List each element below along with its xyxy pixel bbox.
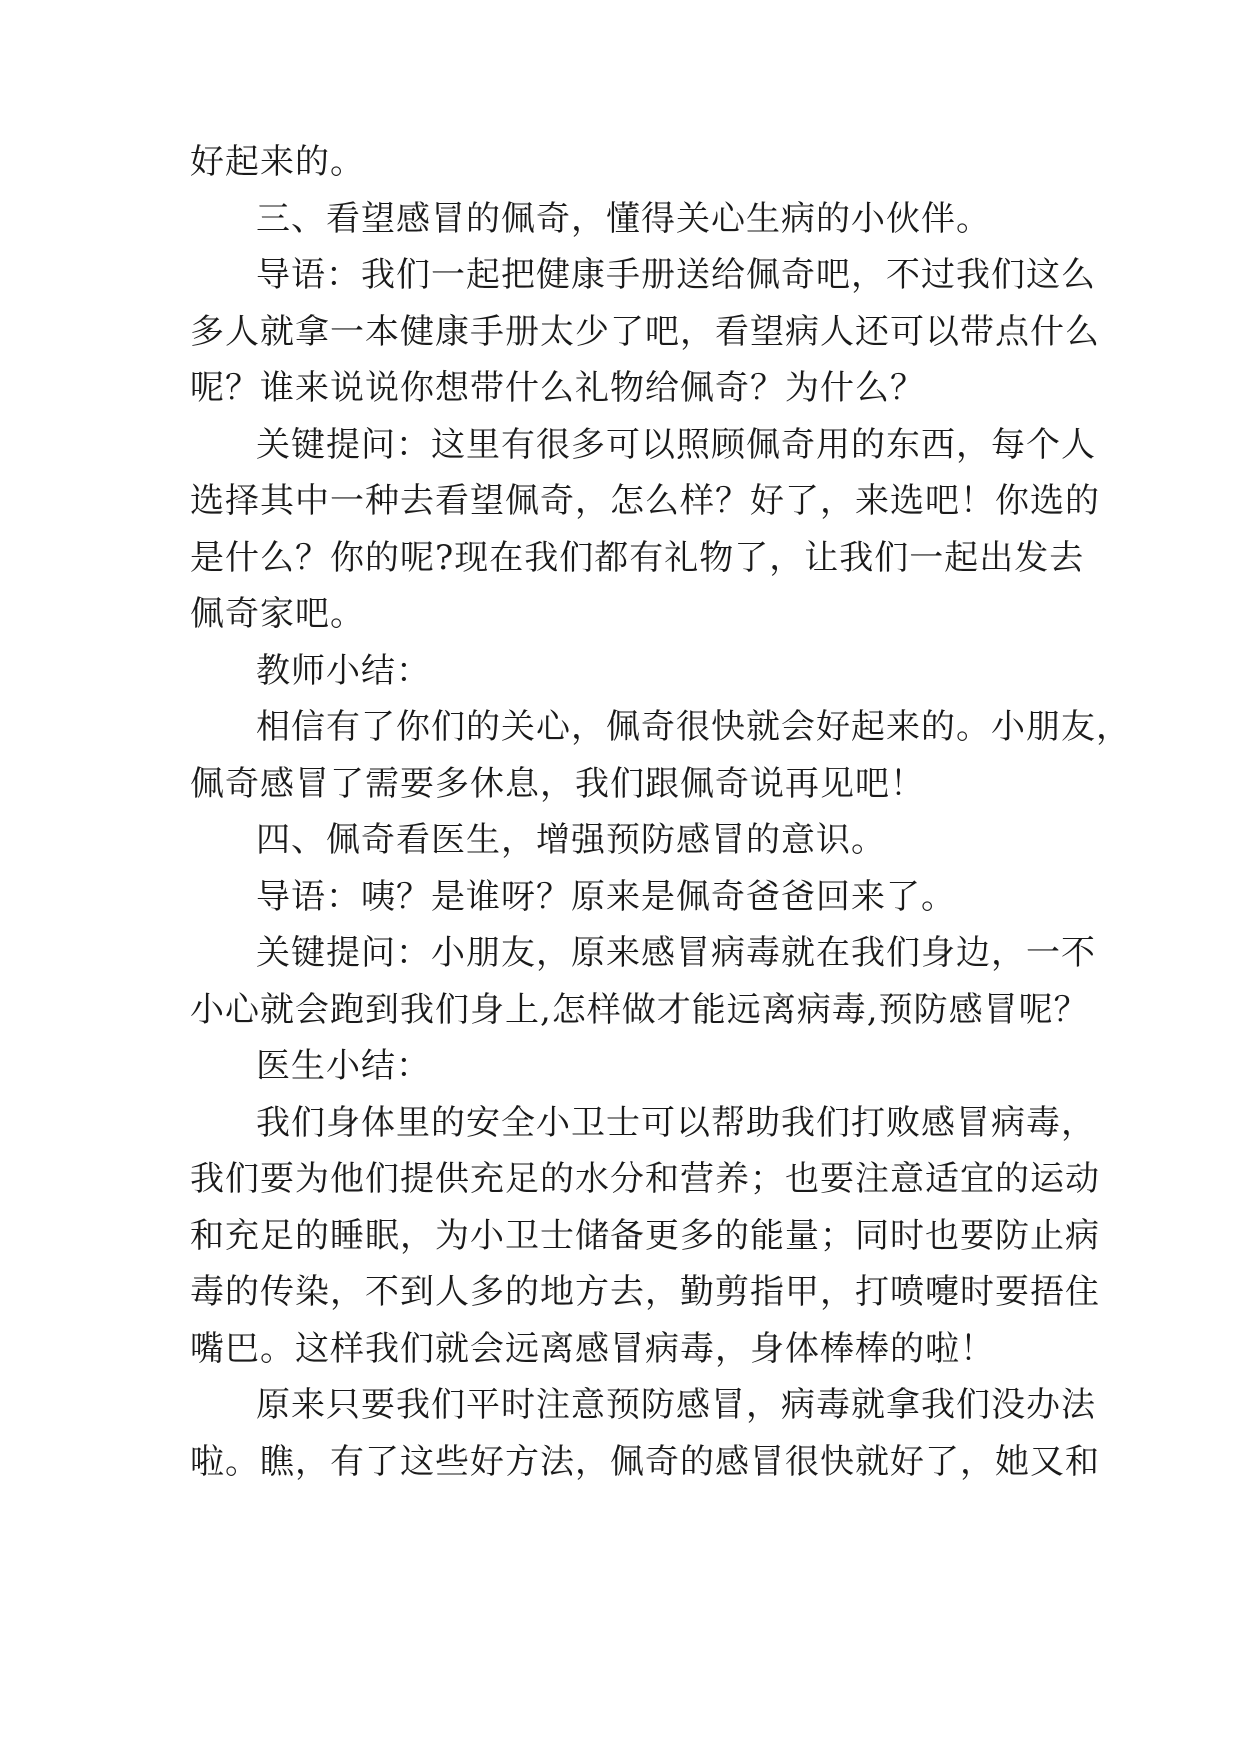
text-line: 多人就拿一本健康手册太少了吧，看望病人还可以带点什么 <box>190 312 1100 352</box>
text-line: 是什么？你的呢?现在我们都有礼物了，让我们一起出发去 <box>190 538 1085 578</box>
text-line: 我们要为他们提供充足的水分和营养；也要注意适宜的运动 <box>190 1159 1100 1199</box>
text-line: 关键提问：这里有很多可以照顾佩奇用的东西，每个人 <box>256 425 1096 465</box>
section-heading: 三、看望感冒的佩奇，懂得关心生病的小伙伴。 <box>256 199 991 239</box>
section-heading: 四、佩奇看医生，增强预防感冒的意识。 <box>256 820 886 860</box>
subheading: 医生小结： <box>256 1046 431 1086</box>
text-line: 关键提问：小朋友，原来感冒病毒就在我们身边，一不 <box>256 933 1096 973</box>
text-line: 嘴巴。这样我们就会远离感冒病毒，身体棒棒的啦！ <box>190 1329 995 1369</box>
text-line: 好起来的。 <box>190 142 365 182</box>
text-line: 毒的传染，不到人多的地方去，勤剪指甲，打喷嚏时要捂住 <box>190 1272 1100 1312</box>
text-line: 和充足的睡眠，为小卫士储备更多的能量；同时也要防止病 <box>190 1216 1100 1256</box>
text-line: 导语：我们一起把健康手册送给佩奇吧，不过我们这么 <box>256 255 1096 295</box>
text-line: 原来只要我们平时注意预防感冒，病毒就拿我们没办法 <box>256 1385 1096 1425</box>
text-line: 选择其中一种去看望佩奇，怎么样？好了，来选吧！你选的 <box>190 481 1100 521</box>
text-line: 呢？谁来说说你想带什么礼物给佩奇？为什么？ <box>190 368 925 408</box>
subheading: 教师小结： <box>256 651 431 691</box>
text-line: 佩奇家吧。 <box>190 594 365 634</box>
text-line: 小心就会跑到我们身上,怎样做才能远离病毒,预防感冒呢？ <box>190 990 1089 1030</box>
text-line: 导语：咦？是谁呀？原来是佩奇爸爸回来了。 <box>256 877 956 917</box>
text-line: 佩奇感冒了需要多休息，我们跟佩奇说再见吧！ <box>190 764 925 804</box>
text-line: 我们身体里的安全小卫士可以帮助我们打败感冒病毒， <box>256 1103 1096 1143</box>
text-line: 相信有了你们的关心，佩奇很快就会好起来的。小朋友， <box>256 707 1131 747</box>
text-line: 啦。瞧，有了这些好方法，佩奇的感冒很快就好了，她又和 <box>190 1442 1100 1482</box>
